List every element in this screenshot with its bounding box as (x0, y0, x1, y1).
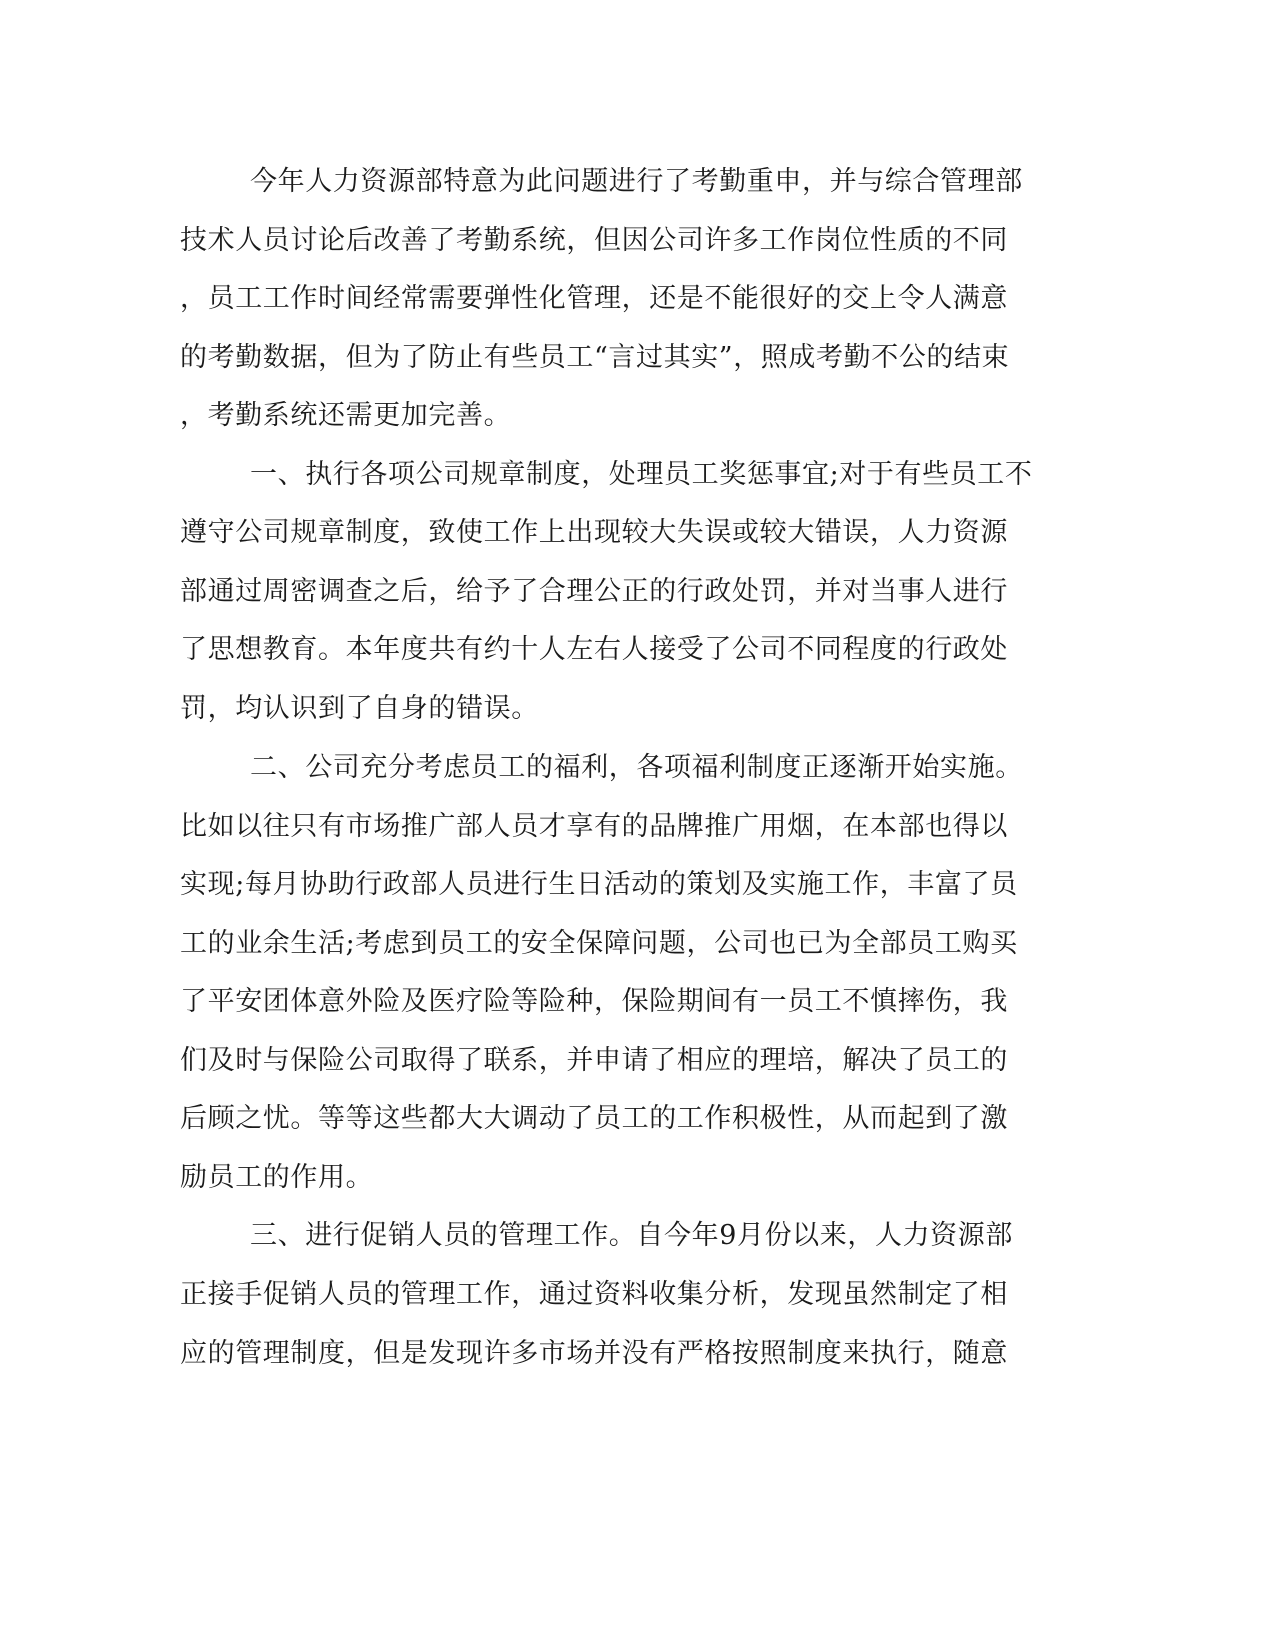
text-line: 罚，均认识到了自身的错误。 (180, 693, 539, 724)
text-line: ，员工工作时间经常需要弹性化管理，还是不能很好的交上令人满意 (180, 283, 1008, 314)
text-line: 比如以往只有市场推广部人员才享有的品牌推广用烟，在本部也得以 (180, 811, 1008, 842)
text-line: 二、公司充分考虑员工的福利，各项福利制度正逐渐开始实施。 (250, 752, 1023, 783)
text-line: 们及时与保险公司取得了联系，并申请了相应的理培，解决了员工的 (180, 1045, 1008, 1076)
text-line: 了思想教育。本年度共有约十人左右人接受了公司不同程度的行政处 (180, 634, 1008, 665)
text-line: 的考勤数据，但为了防止有些员工“言过其实”，照成考勤不公的结束 (180, 342, 1010, 373)
text-line: 正接手促销人员的管理工作，通过资料收集分析，发现虽然制定了相 (180, 1279, 1008, 1310)
text-line: 今年人力资源部特意为此问题进行了考勤重申，并与综合管理部 (250, 166, 1023, 197)
text-line: 应的管理制度，但是发现许多市场并没有严格按照制度来执行，随意 (180, 1338, 1008, 1369)
text-line: 部通过周密调查之后，给予了合理公正的行政处罚，并对当事人进行 (180, 576, 1008, 607)
text-line: 励员工的作用。 (180, 1162, 374, 1193)
text-line: 了平安团体意外险及医疗险等险种，保险期间有一员工不慎摔伤，我 (180, 986, 1008, 1017)
text-line: 一、执行各项公司规章制度，处理员工奖惩事宜;对于有些员工不 (250, 459, 1033, 490)
text-line: 三、进行促销人员的管理工作。自今年9月份以来，人力资源部 (250, 1220, 1013, 1251)
text-line: 后顾之忧。等等这些都大大调动了员工的工作积极性，从而起到了激 (180, 1103, 1008, 1134)
text-line: ，考勤系统还需更加完善。 (180, 400, 512, 431)
text-line: 遵守公司规章制度，致使工作上出现较大失误或较大错误，人力资源 (180, 517, 1008, 548)
text-line: 工的业余生活;考虑到员工的安全保障问题，公司也已为全部员工购买 (180, 928, 1018, 959)
text-line: 实现;每月协助行政部人员进行生日活动的策划及实施工作，丰富了员 (180, 869, 1018, 900)
text-line: 技术人员讨论后改善了考勤系统，但因公司许多工作岗位性质的不同 (180, 225, 1008, 256)
